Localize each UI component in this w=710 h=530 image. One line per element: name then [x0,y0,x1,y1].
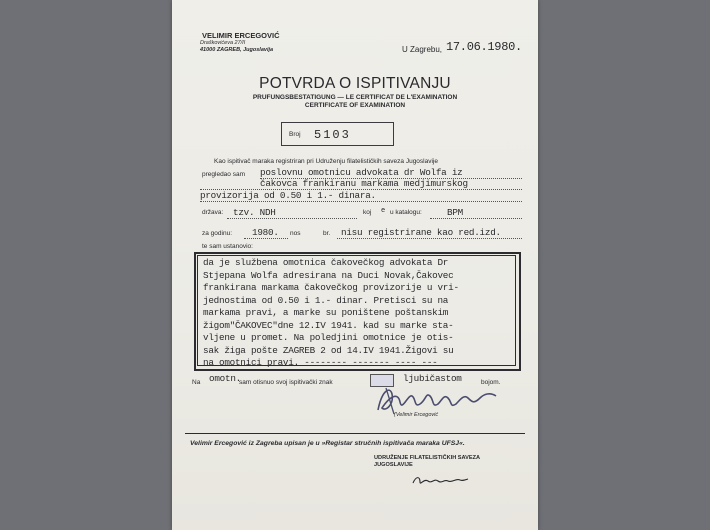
ink-color-value: ljubičastom [403,373,462,384]
place-label: U Zagrebu, [402,45,443,54]
findings-line: jednostima od 0.50 i 1.- dinar. Pretisci su na [203,294,449,306]
which-label: koj [363,209,372,216]
examiner-city: 41000 ZAGREB, Jugoslavija [200,47,274,53]
certificate-document [172,0,538,530]
item-description-line: provizorija od 0.50 i 1.- dinara. [200,190,376,201]
dotted-rule [244,238,288,239]
dotted-rule [227,218,357,219]
country-label: država: [202,209,224,216]
certificate-number-label: Broj [289,131,301,138]
on-label: Na [192,379,201,386]
dotted-rule [430,218,522,219]
date-value: 17.06.1980. [446,40,522,54]
on-value: omotn. [209,373,241,384]
year-label: za godinu: [202,230,232,237]
document-subtitle-multilang: PRUFUNGSBESTATIGUNG — LE CERTIFICAT DE L'EXAMINATION [252,94,458,101]
findings-label: te sam ustanovio: [202,243,253,250]
section-divider [185,433,525,434]
catalogue-label: u katalogu: [390,209,422,216]
examined-label: pregledao sam [202,171,245,178]
examiner-name: VELIMIR ERCEGOVIĆ [202,31,280,40]
stamp-statement: sam otisnuo svoj ispitivački znak [239,379,333,386]
association-country: JUGOSLAVIJE [374,462,413,468]
certificate-number-value: 5103 [314,128,351,142]
findings-line: Stjepana Wolfa adresirana na Duci Novak,Čakovec [203,269,454,281]
dotted-rule [200,201,522,202]
findings-line: žigom"ČAKOVEC"dne 12.IV 1941. kad su marke sta- [203,319,454,331]
catalogue-number-value: nisu registrirane kao red.izd. [341,227,501,238]
signature-caption: (Velimir Ercegović [394,412,439,418]
number-label: br. [323,230,331,237]
examiner-street: Draškovićeva 27/II [200,40,246,46]
country-value: tzv. NDH [233,207,276,218]
catalogue-value: BPM [447,207,463,218]
dotted-rule [337,238,522,239]
document-title: POTVRDA O ISPITIVANJU [259,75,451,92]
item-description-line: čakovca frankiranu markama medjimurskog [260,178,468,189]
intro-text: Kao ispitivač maraka registriran pri Udruženju filatelističkih saveza Jugoslavije [214,158,438,165]
which-suffix: e [381,207,386,215]
findings-text [203,257,459,370]
association-signature [410,474,470,488]
findings-line: frankirana markama čakovečkog provizorije u vri- [203,282,459,293]
carrying-label: nos [290,230,301,237]
ink-label: bojom. [481,379,501,386]
registry-note: Velimir Ercegović iz Zagreba upisan je u »Registar stručnih ispitivača maraka UFSJ«. [190,440,465,447]
findings-line: sak žiga pošte ZAGREB 2 od 14.IV 1941.Žigovi su [203,344,454,356]
findings-line: da je službena omotnica čakovečkog advokata Dr [203,257,449,268]
findings-line: na omotnici pravi. -------- ------- ---- --- [203,357,438,368]
findings-line: markama pravi, a marke su poništene poštanskim [203,307,449,318]
findings-line: vljene u promet. Na poledjini omotnice je otis- [203,332,454,343]
document-subtitle-english: CERTIFICATE OF EXAMINATION [304,102,406,109]
year-value: 1980. [252,227,279,238]
item-description-line: poslovnu omotnicu advokata dr Wolfa iz [260,167,463,178]
association-name: UDRUŽENJE FILATELISTIČKIH SAVEZA [374,455,481,461]
